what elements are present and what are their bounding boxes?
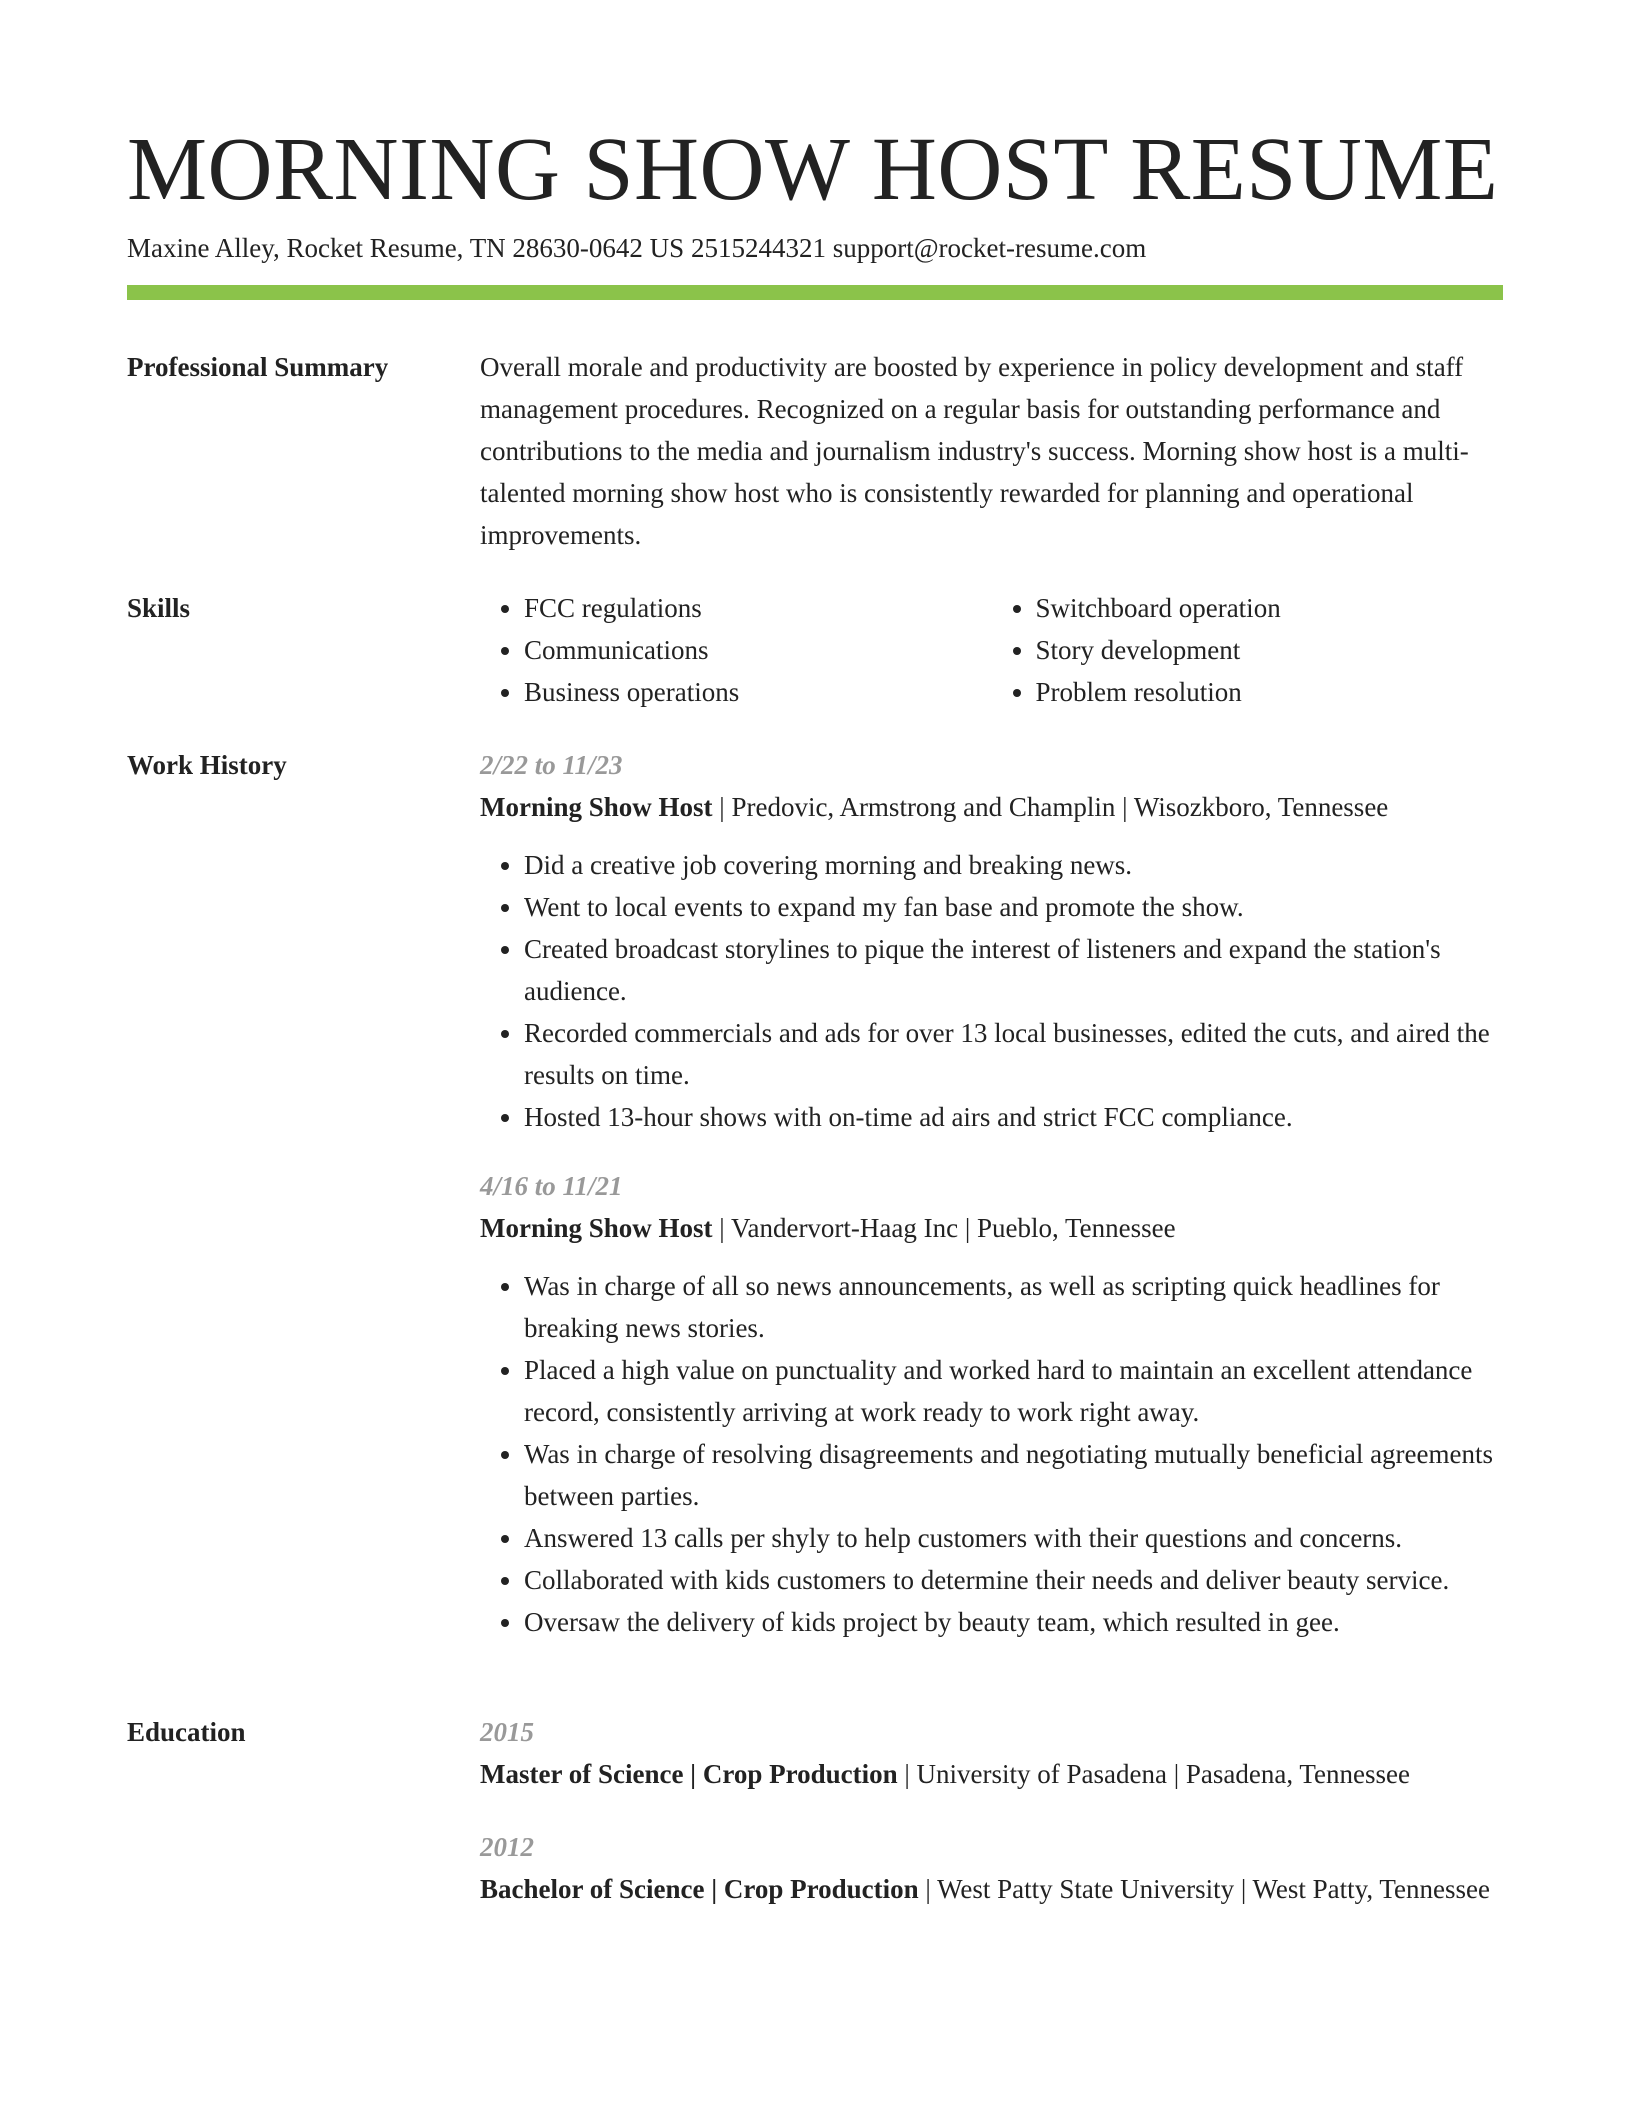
job-entry — [480, 1165, 1503, 1643]
job-bullet: • Collaborated with kids customers to determine their needs and deliver beauty service. — [524, 1559, 1503, 1601]
education-year: 2015 — [480, 1717, 534, 1747]
skills-columns — [480, 587, 1503, 713]
education-heading — [480, 1868, 1503, 1910]
education-year: 2012 — [480, 1832, 534, 1862]
accent-divider — [127, 285, 1503, 300]
job-bullet: • Went to local events to expand my fan base and promote the show. — [524, 886, 1503, 928]
job-heading — [480, 786, 1503, 828]
job-employer-location: | Predovic, Armstrong and Champlin | Wisozkboro, Tennessee — [712, 792, 1389, 822]
job-bullet: • Placed a high value on punctuality and worked hard to maintain an excellent attendance record, consistently arriving at work ready to work right away. — [524, 1349, 1503, 1433]
education-degree: Master of Science | Crop Production — [480, 1759, 898, 1789]
job-entry — [480, 744, 1503, 1138]
job-heading — [480, 1207, 1503, 1249]
job-bullet: • Answered 13 calls per shyly to help customers with their questions and concerns. — [524, 1517, 1503, 1559]
skill-item: • Business operations — [524, 671, 992, 713]
education-degree: Bachelor of Science | Crop Production — [480, 1874, 919, 1904]
job-employer-location: | Vandervort-Haag Inc | Pueblo, Tennessee — [712, 1213, 1176, 1243]
education-school-location: | West Patty State University | West Patty, Tennessee — [918, 1874, 1490, 1904]
section-label-work-history: Work History — [127, 750, 287, 780]
skills-column-left — [480, 587, 992, 713]
education-school-location: | University of Pasadena | Pasadena, Tennessee — [897, 1759, 1410, 1789]
education-entry — [480, 1826, 1503, 1910]
job-dates: 2/22 to 11/23 — [480, 750, 623, 780]
skill-item: • FCC regulations — [524, 587, 992, 629]
job-bullet: • Hosted 13-hour shows with on-time ad airs and strict FCC compliance. — [524, 1096, 1503, 1138]
job-bullets — [480, 844, 1503, 1138]
contact-line: Maxine Alley, Rocket Resume, TN 28630-0642 US 2515244321 support@rocket-resume.com — [127, 233, 1147, 263]
section-label-skills: Skills — [127, 593, 191, 623]
skills-column-right — [992, 587, 1504, 713]
job-bullet: • Was in charge of all so news announcements, as well as scripting quick headlines for breaking news stories. — [524, 1265, 1503, 1349]
education-heading — [480, 1753, 1503, 1795]
job-bullets — [480, 1265, 1503, 1643]
skill-item: • Communications — [524, 629, 992, 671]
job-bullet: • Recorded commercials and ads for over 13 local businesses, edited the cuts, and aired the results on time. — [524, 1012, 1503, 1096]
job-title: Morning Show Host — [480, 1213, 713, 1243]
resume-title: MORNING SHOW HOST RESUME — [127, 120, 1499, 219]
skill-item: • Switchboard operation — [1036, 587, 1504, 629]
section-label-education: Education — [127, 1717, 246, 1747]
section-label-summary: Professional Summary — [127, 352, 389, 382]
summary-text: Overall morale and productivity are boosted by experience in policy development and staff management procedures. Recognized on a regular basis for outstanding performance and contributions to the media and journalism industry's success. Morning show host is a multi-talented morning show host who is consistently rewarded for planning and operational improvements. — [480, 352, 1469, 550]
education-entry — [480, 1711, 1503, 1795]
job-dates: 4/16 to 11/21 — [480, 1171, 623, 1201]
job-bullet: • Was in charge of resolving disagreements and negotiating mutually beneficial agreements between parties. — [524, 1433, 1503, 1517]
job-bullet: • Did a creative job covering morning and breaking news. — [524, 844, 1503, 886]
job-title: Morning Show Host — [480, 792, 713, 822]
skill-item: • Problem resolution — [1036, 671, 1504, 713]
job-bullet: • Oversaw the delivery of kids project by beauty team, which resulted in gee. — [524, 1601, 1503, 1643]
job-bullet: • Created broadcast storylines to pique the interest of listeners and expand the station's audience. — [524, 928, 1503, 1012]
skill-item: • Story development — [1036, 629, 1504, 671]
